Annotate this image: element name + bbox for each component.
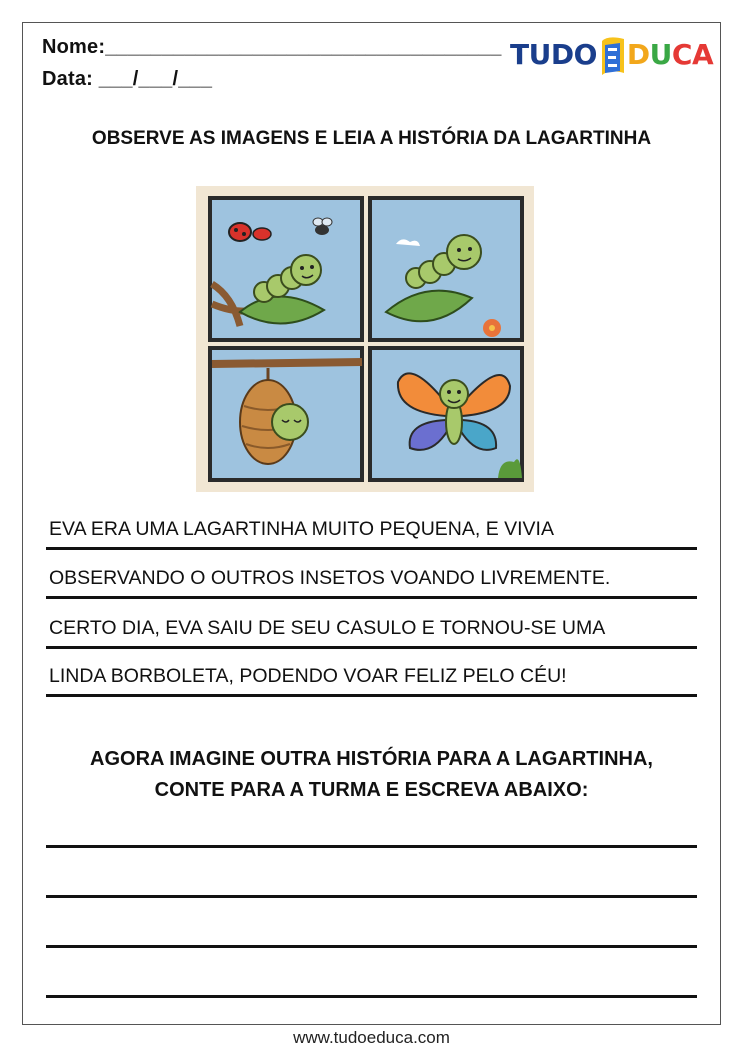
story-line-4: LINDA BORBOLETA, PODENDO VOAR FELIZ PELO CÉU!: [46, 661, 697, 697]
prompt-line-2: CONTE PARA A TURMA E ESCREVA ABAIXO:: [154, 779, 589, 801]
date-field[interactable]: Data: ___/___/___: [42, 68, 213, 90]
writing-line-3[interactable]: [46, 945, 697, 948]
tudoeduca-logo: [510, 30, 720, 78]
name-field[interactable]: Nome:___________________________________: [42, 36, 502, 58]
logo-letter-a: A: [691, 37, 714, 71]
story-line-2: OBSERVANDO O OUTROS INSETOS VOANDO LIVREMENTE.: [46, 563, 697, 599]
logo-text-tudo: TUDO: [510, 37, 597, 71]
story-line-1: EVA ERA UMA LAGARTINHA MUITO PEQUENA, E VIVIA: [46, 514, 697, 550]
logo-book-e: [598, 33, 626, 75]
writing-line-1[interactable]: [46, 845, 697, 848]
writing-line-4[interactable]: [46, 995, 697, 998]
comic-panel-3: [210, 348, 362, 480]
writing-line-2[interactable]: [46, 895, 697, 898]
logo-letter-u: U: [649, 37, 672, 71]
page-title: OBSERVE AS IMAGENS E LEIA A HISTÓRIA DA LAGARTINHA: [91, 128, 652, 149]
comic-illustration: [196, 186, 534, 492]
logo-letter-c: C: [671, 37, 692, 71]
book-icon: [598, 33, 628, 79]
writing-prompt: [0, 744, 743, 806]
prompt-line-1: AGORA IMAGINE OUTRA HISTÓRIA PARA A LAGARTINHA,: [90, 748, 653, 770]
website-url[interactable]: www.tudoeduca.com: [293, 1028, 450, 1047]
comic-panel-1: [210, 198, 362, 340]
comic-panel-2: [370, 198, 522, 340]
story-line-3: CERTO DIA, EVA SAIU DE SEU CASULO E TORNOU-SE UMA: [46, 613, 697, 649]
logo-letter-d: D: [626, 37, 650, 71]
comic-panel-4: [370, 348, 522, 480]
